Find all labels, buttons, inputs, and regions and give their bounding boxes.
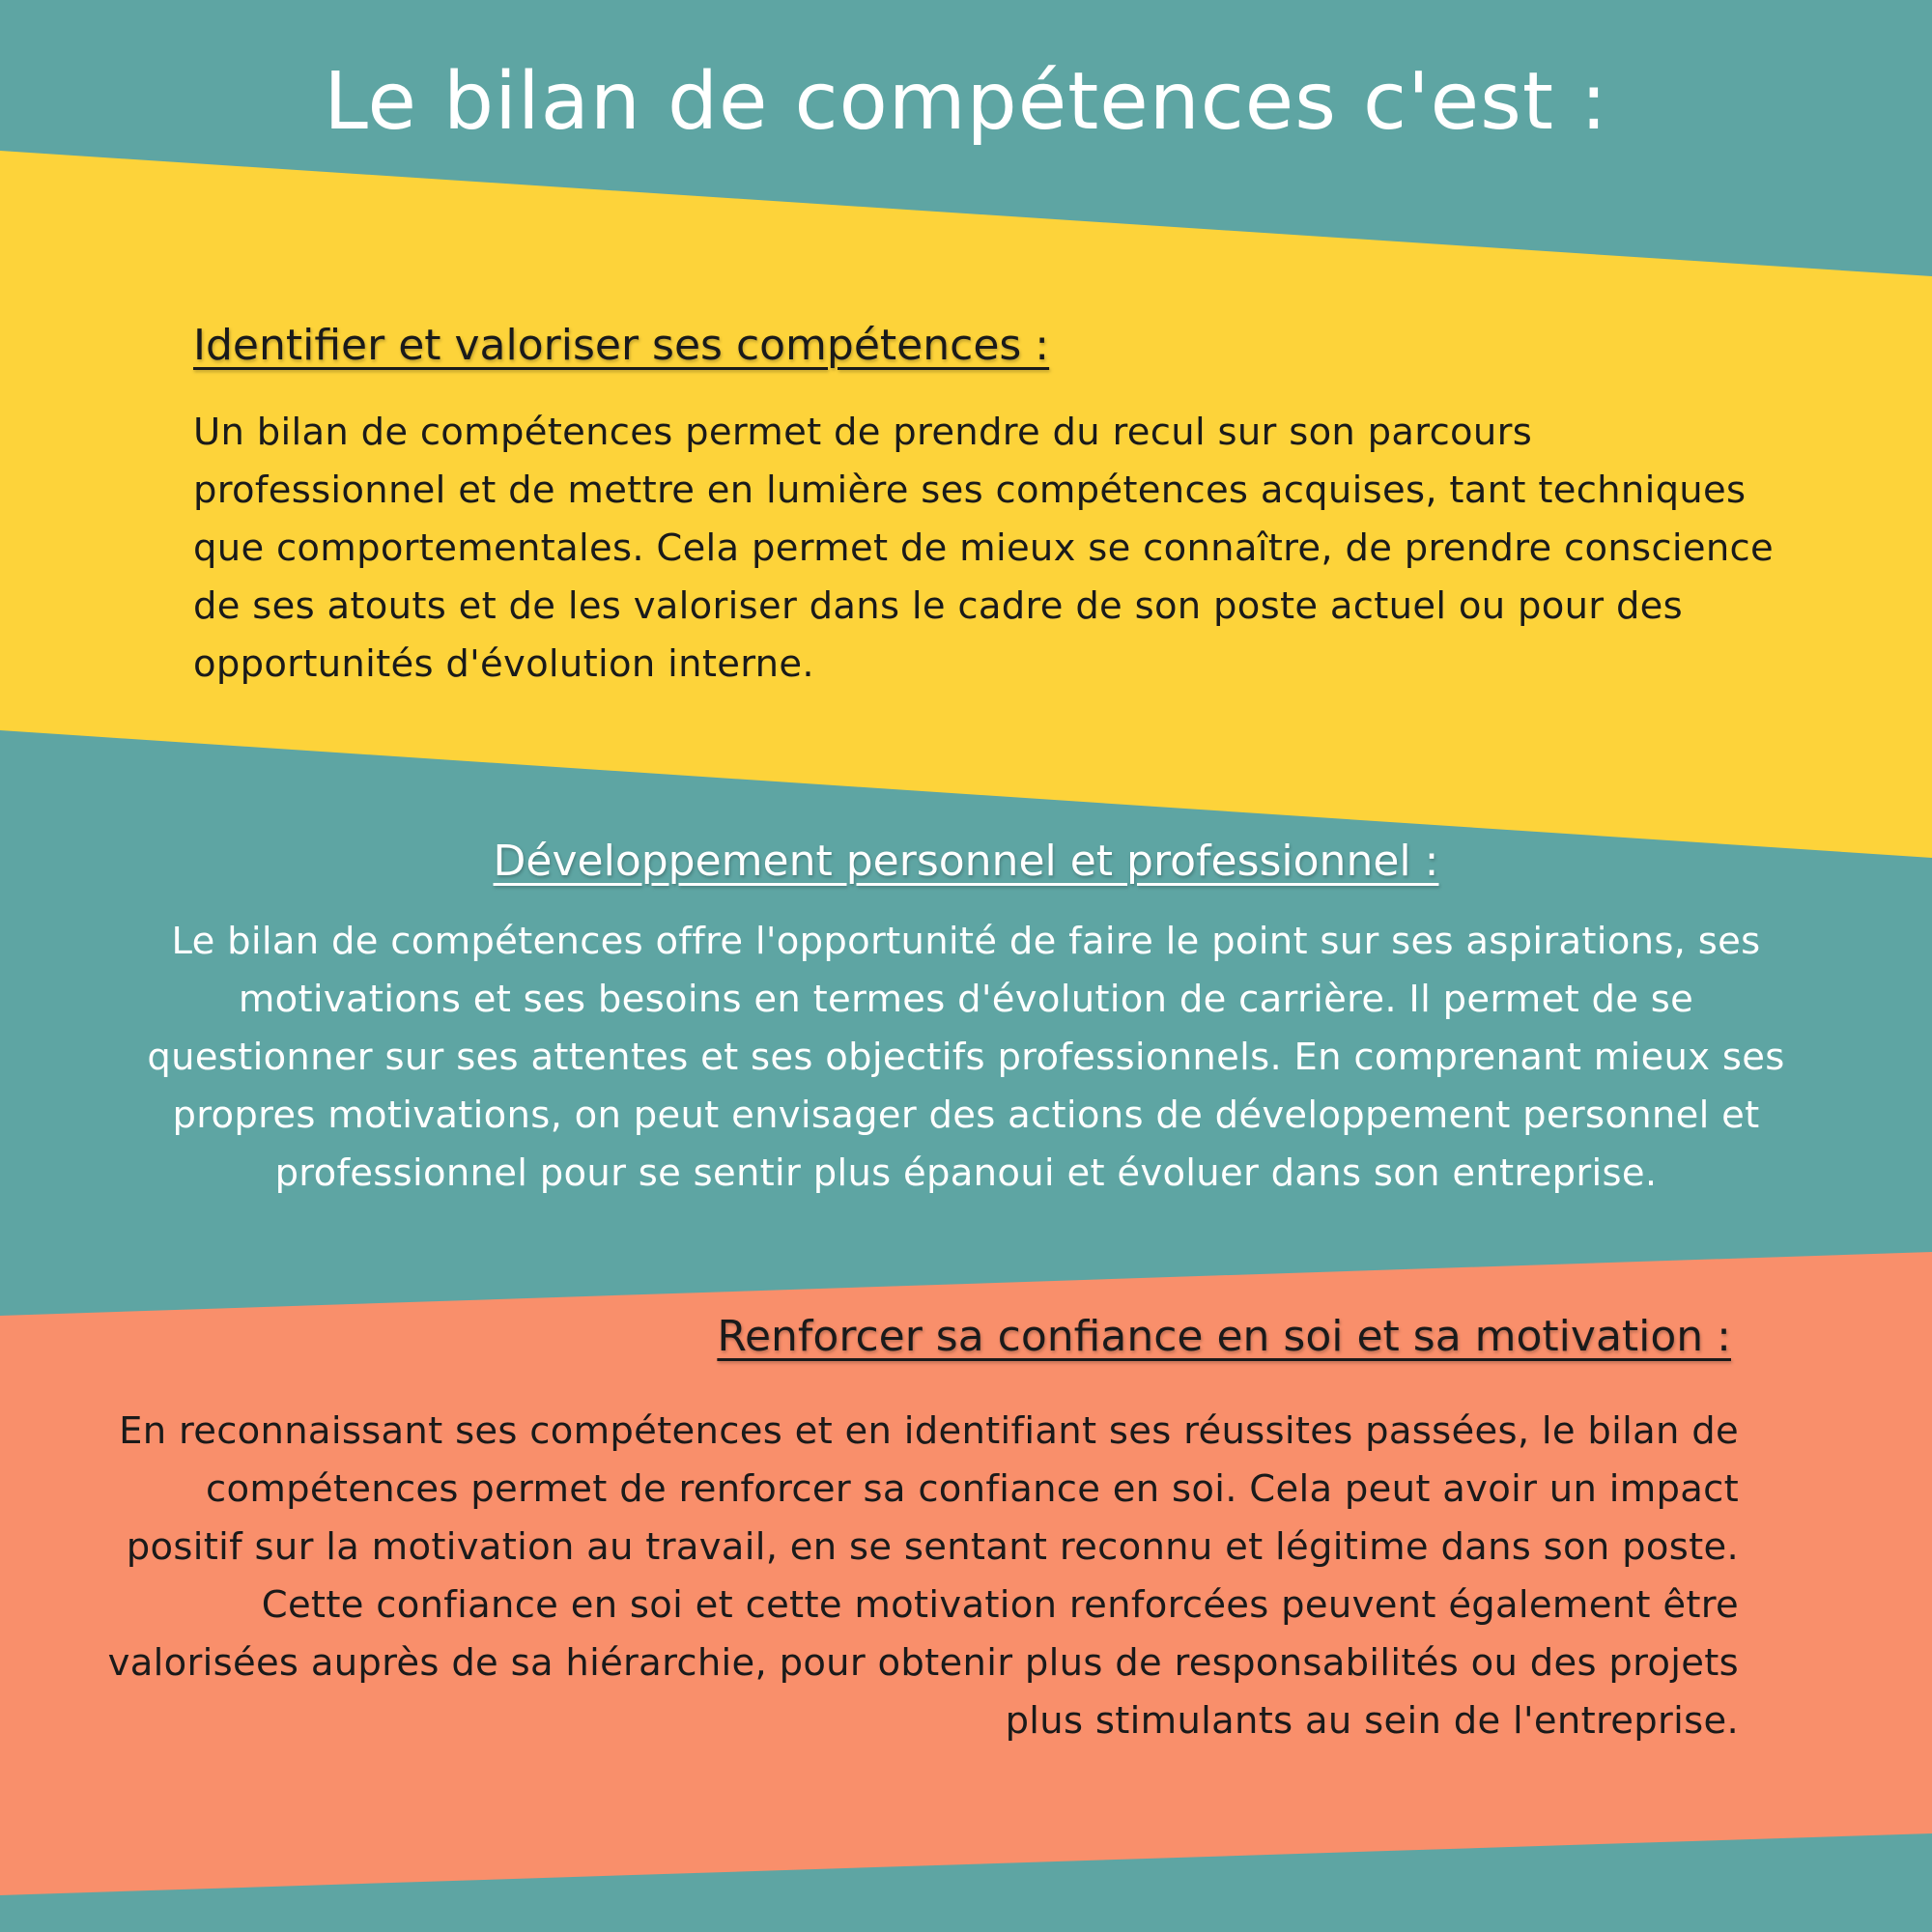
section-heading-confiance: Renforcer sa confiance en soi et sa motivation :: [717, 1312, 1731, 1361]
section-heading-competences: Identifier et valoriser ses compétences :: [193, 321, 1050, 370]
section-body-competences: Un bilan de compétences permet de prendre du recul sur son parcours professionnel et de mettre en lumière ses compétences acquises, tant techniques que comportementales. Cela permet de mieux se connaître, de prendre conscience de ses atouts et de les valoriser dans le cadre de son poste actuel ou pour des opportunités d'évolution interne.: [193, 411, 1775, 686]
section-body-confiance: En reconnaissant ses compétences et en identifiant ses réussites passées, le bilan de compétences permet de renforcer sa confiance en soi. Cela peut avoir un impact positif sur la motivation au travail, en se sentant reconnu et légitime dans son poste. Cette confiance en soi et cette motivation renforcées peuvent également être valorisées auprès de sa hiérarchie, pour obtenir plus de responsabilités ou des projets plus stimulants au sein de l'entreprise.: [107, 1409, 1739, 1743]
section-body-developpement: Le bilan de compétences offre l'opportunité de faire le point sur ses aspirations, ses motivations et ses besoins en termes d'évolution de carrière. Il permet de se questionner sur ses attentes et ses objectifs professionnels. En comprenant mieux ses propres motivations, on peut envisager des actions de développement personnel et professionnel pour se sentir plus épanoui et évoluer dans son entreprise.: [147, 920, 1785, 1195]
section-heading-developpement: Développement personnel et professionnel :: [493, 837, 1439, 886]
page-title: Le bilan de compétences c'est :: [324, 56, 1608, 148]
